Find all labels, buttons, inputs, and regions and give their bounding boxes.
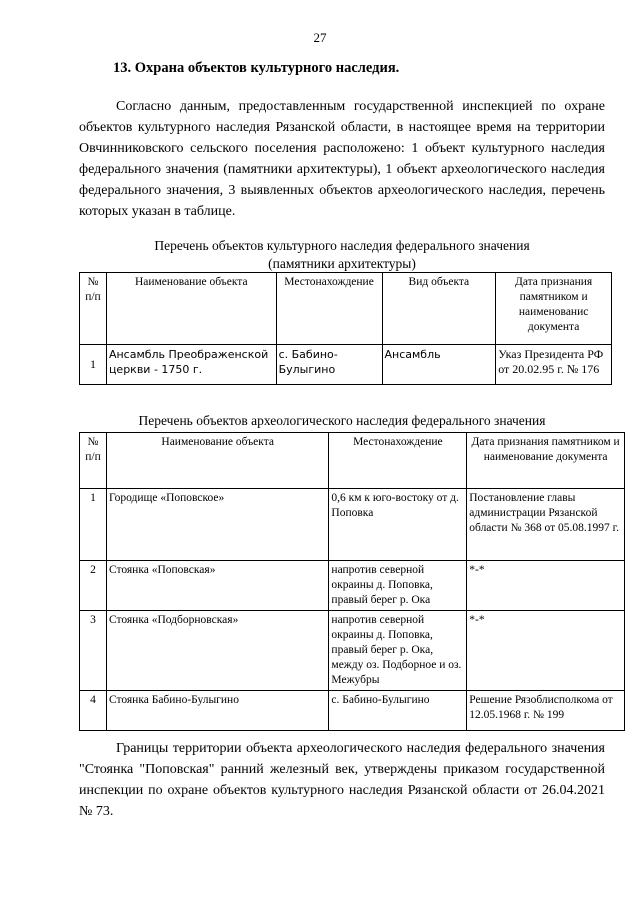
header-num: № п/п <box>80 273 107 345</box>
cell-num: 1 <box>80 345 107 385</box>
cell-num: 4 <box>80 691 107 731</box>
cell-name: Городище «Поповское» <box>106 489 328 561</box>
closing-paragraph: Границы территории объекта археологического наследия федерального значения "Стоянка "Поповская" ранний железный век, утверждены приказом государственной инспекции по охране объектов культурного наследия Рязанской области от 26.04.2021 № 73. <box>79 741 605 819</box>
cell-date: *-* <box>467 611 625 691</box>
header-name: Наименование объекта <box>106 433 328 489</box>
cell-location: напротив северной окраины д. Поповка, правый берег р. Ока <box>329 561 467 611</box>
header-name: Наименование объекта <box>106 273 276 345</box>
header-location: Местонахождение <box>276 273 382 345</box>
cell-location: 0,6 км к юго-востоку от д. Поповка <box>329 489 467 561</box>
cell-name: Стоянка «Поповская» <box>106 561 328 611</box>
table1-caption-line1: Перечень объектов культурного наследия федерального значения <box>154 238 530 253</box>
header-date: Дата признания памятником и наименованис документа <box>496 273 612 345</box>
cell-location: напротив северной окраины д. Поповка, правый берег р. Ока, между оз. Подборное и оз. Межубры <box>329 611 467 691</box>
page-number: 27 <box>313 30 327 45</box>
cell-num: 1 <box>80 489 107 561</box>
cell-date: Указ Президента РФ от 20.02.95 г. № 176 <box>496 345 612 385</box>
header-date: Дата признания памятником и наименование документа <box>467 433 625 489</box>
archaeological-heritage-table <box>79 432 625 731</box>
table-row <box>80 561 625 611</box>
header-type: Вид объекта <box>382 273 496 345</box>
cell-date: *-* <box>467 561 625 611</box>
table-row <box>80 489 625 561</box>
section-title: 13. Охрана объектов культурного наследия. <box>113 60 400 76</box>
cell-type: Ансамбль <box>382 345 496 385</box>
cell-date: Постановление главы администрации Рязанской области № 368 от 05.08.1997 г. <box>467 489 625 561</box>
table1-caption-line2: (памятники архитектуры) <box>268 256 416 271</box>
table-row <box>80 345 612 385</box>
table-row <box>80 611 625 691</box>
header-location: Местонахождение <box>329 433 467 489</box>
cell-location: с. Бабино-Булыгино <box>329 691 467 731</box>
table1-caption <box>79 237 605 273</box>
table-row <box>80 691 625 731</box>
cell-num: 2 <box>80 561 107 611</box>
cell-name: Стоянка «Подборновская» <box>106 611 328 691</box>
cell-location: с. Бабино-Булыгино <box>276 345 382 385</box>
intro-paragraph: Согласно данным, предоставленным государственной инспекцией по охране объектов культурного наследия Рязанской области, в настоящее время на территории Овчинниковского сельского поселения расположено: 1 объект культурного наследия федерального значения (памятники архитектуры), 1 объект археологического наследия федерального значения, 3 выявленных объектов археологического наследия, перечень которых указан в таблице. <box>79 99 605 219</box>
architecture-monuments-table <box>79 272 612 385</box>
cell-num: 3 <box>80 611 107 691</box>
header-num: № п/п <box>80 433 107 489</box>
cell-name: Ансамбль Преображенской церкви - 1750 г. <box>106 345 276 385</box>
table2-caption: Перечень объектов археологического наследия федерального значения <box>138 413 546 428</box>
cell-date: Решение Рязоблисполкома от 12.05.1968 г. № 199 <box>467 691 625 731</box>
cell-name: Стоянка Бабино-Булыгино <box>106 691 328 731</box>
